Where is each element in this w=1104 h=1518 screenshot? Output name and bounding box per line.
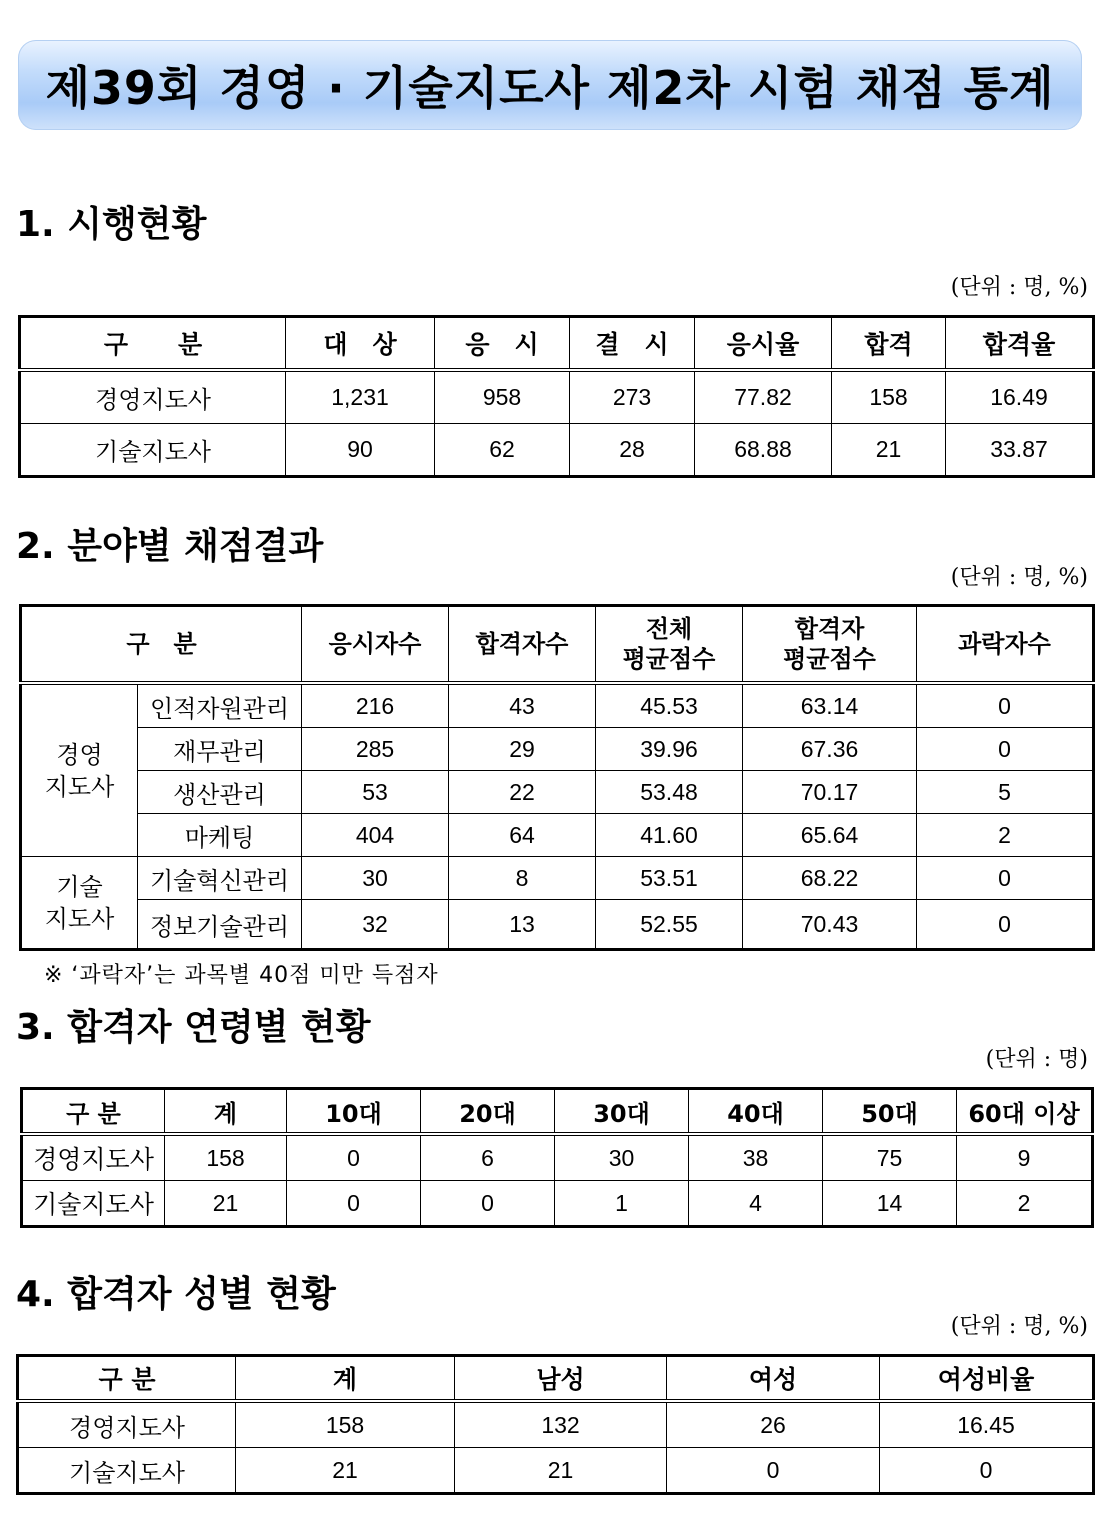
table-row [18, 1448, 1094, 1494]
table-cell: 30 [302, 857, 449, 900]
table-cell: 16.49 [946, 370, 1094, 424]
table-cell: 21 [455, 1448, 667, 1494]
column-header: 계 [236, 1356, 455, 1402]
column-header: 10대 [287, 1089, 421, 1135]
table-row [20, 424, 1094, 477]
table-cell: 2 [957, 1181, 1093, 1227]
table-cell: 0 [287, 1134, 421, 1181]
table-row [22, 1134, 1093, 1181]
table-cell: 1 [555, 1181, 689, 1227]
section1-unit-note: (단위 : 명, %) [950, 275, 1088, 300]
table-cell: 90 [286, 424, 435, 477]
table-cell: 45.53 [596, 683, 743, 728]
table-row [21, 728, 1094, 771]
table-cell: 5 [917, 771, 1094, 814]
gender-status-table [16, 1354, 1095, 1495]
table-cell: 158 [165, 1134, 287, 1181]
table-cell: 21 [832, 424, 946, 477]
table-cell: 16.45 [880, 1401, 1094, 1448]
table-cell: 53.51 [596, 857, 743, 900]
table-cell: 41.60 [596, 814, 743, 857]
age-status-table [20, 1087, 1094, 1228]
section4-heading: 4. 합격자 성별 현황 [16, 1274, 336, 1315]
table-row [21, 771, 1094, 814]
table-cell: 0 [667, 1448, 880, 1494]
table-header-row [21, 606, 1094, 684]
column-header: 과락자수 [917, 606, 1094, 684]
row-label: 경영지도사 [22, 1134, 165, 1181]
column-header: 남성 [455, 1356, 667, 1402]
table-cell: 1,231 [286, 370, 435, 424]
table-cell: 52.55 [596, 900, 743, 950]
column-header: 합격율 [946, 317, 1094, 371]
table-row [21, 683, 1094, 728]
column-header: 60대 이상 [957, 1089, 1093, 1135]
table-row [21, 857, 1094, 900]
table-cell: 0 [917, 683, 1094, 728]
table-row [21, 814, 1094, 857]
table-cell: 53.48 [596, 771, 743, 814]
table-cell: 13 [449, 900, 596, 950]
table-cell: 75 [823, 1134, 957, 1181]
section3-unit-note: (단위 : 명) [985, 1047, 1088, 1072]
title-banner [18, 40, 1082, 130]
row-label: 기술지도사 [22, 1181, 165, 1227]
column-header: 여성비율 [880, 1356, 1094, 1402]
subject-results-table [19, 604, 1095, 951]
section4-unit-note: (단위 : 명, %) [950, 1314, 1088, 1339]
table-cell: 29 [449, 728, 596, 771]
column-header: 응시자수 [302, 606, 449, 684]
table-cell: 273 [570, 370, 695, 424]
table-cell: 404 [302, 814, 449, 857]
group-label: 기술 지도사 [21, 857, 138, 950]
table-cell: 158 [832, 370, 946, 424]
table-cell: 0 [880, 1448, 1094, 1494]
table-cell: 64 [449, 814, 596, 857]
table-cell: 26 [667, 1401, 880, 1448]
table-cell: 77.82 [695, 370, 832, 424]
row-label: 기술지도사 [18, 1448, 236, 1494]
table-cell: 158 [236, 1401, 455, 1448]
column-header: 합격자수 [449, 606, 596, 684]
page-title: 제39회 경영 · 기술지도사 제2차 시험 채점 통계 [45, 61, 1055, 115]
table-cell: 70.17 [743, 771, 917, 814]
column-header: 여성 [667, 1356, 880, 1402]
table-cell: 68.22 [743, 857, 917, 900]
table-cell: 132 [455, 1401, 667, 1448]
table-cell: 38 [689, 1134, 823, 1181]
table-cell: 6 [421, 1134, 555, 1181]
table-cell: 0 [287, 1181, 421, 1227]
table-cell: 68.88 [695, 424, 832, 477]
column-header: 합격자 평균점수 [743, 606, 917, 684]
column-header: 계 [165, 1089, 287, 1135]
subject-label: 기술혁신관리 [138, 857, 302, 900]
subject-label: 정보기술관리 [138, 900, 302, 950]
table-cell: 32 [302, 900, 449, 950]
column-header: 구 분 [20, 317, 286, 371]
row-label: 경영지도사 [18, 1401, 236, 1448]
column-header: 합격 [832, 317, 946, 371]
table-header-row [20, 317, 1094, 371]
table-header-row [22, 1089, 1093, 1135]
table-cell: 33.87 [946, 424, 1094, 477]
table-cell: 22 [449, 771, 596, 814]
table-cell: 30 [555, 1134, 689, 1181]
row-label: 기술지도사 [20, 424, 286, 477]
group-label: 경영 지도사 [21, 683, 138, 857]
table-cell: 0 [421, 1181, 555, 1227]
table-cell: 216 [302, 683, 449, 728]
table-row [18, 1401, 1094, 1448]
table-cell: 28 [570, 424, 695, 477]
subject-label: 인적자원관리 [138, 683, 302, 728]
table-cell: 958 [435, 370, 570, 424]
table-cell: 21 [165, 1181, 287, 1227]
table-cell: 39.96 [596, 728, 743, 771]
table-header-row [18, 1356, 1094, 1402]
table-cell: 2 [917, 814, 1094, 857]
column-header: 구 분 [21, 606, 302, 684]
column-header: 50대 [823, 1089, 957, 1135]
table-cell: 21 [236, 1448, 455, 1494]
section2-unit-note: (단위 : 명, %) [950, 565, 1088, 590]
table-cell: 0 [917, 900, 1094, 950]
table-cell: 8 [449, 857, 596, 900]
subject-label: 마케팅 [138, 814, 302, 857]
table-cell: 70.43 [743, 900, 917, 950]
footnote: ※ ‘과락자’는 과목별 40점 미만 득점자 [44, 963, 439, 988]
table-cell: 4 [689, 1181, 823, 1227]
table-cell: 63.14 [743, 683, 917, 728]
column-header: 40대 [689, 1089, 823, 1135]
table-cell: 0 [917, 857, 1094, 900]
table-row [21, 900, 1094, 950]
table-cell: 0 [917, 728, 1094, 771]
exam-status-table [18, 315, 1095, 478]
subject-label: 재무관리 [138, 728, 302, 771]
table-row [22, 1181, 1093, 1227]
table-cell: 65.64 [743, 814, 917, 857]
section3-heading: 3. 합격자 연령별 현황 [16, 1007, 371, 1048]
section2-heading: 2. 분야별 채점결과 [16, 526, 324, 567]
table-cell: 62 [435, 424, 570, 477]
table-cell: 67.36 [743, 728, 917, 771]
table-cell: 43 [449, 683, 596, 728]
column-header: 전체 평균점수 [596, 606, 743, 684]
table-cell: 53 [302, 771, 449, 814]
column-header: 대 상 [286, 317, 435, 371]
column-header: 응 시 [435, 317, 570, 371]
column-header: 구 분 [22, 1089, 165, 1135]
table-cell: 9 [957, 1134, 1093, 1181]
table-cell: 14 [823, 1181, 957, 1227]
table-row [20, 370, 1094, 424]
table-cell: 285 [302, 728, 449, 771]
column-header: 30대 [555, 1089, 689, 1135]
column-header: 결 시 [570, 317, 695, 371]
column-header: 응시율 [695, 317, 832, 371]
column-header: 20대 [421, 1089, 555, 1135]
row-label: 경영지도사 [20, 370, 286, 424]
section1-heading: 1. 시행현황 [16, 204, 207, 245]
column-header: 구 분 [18, 1356, 236, 1402]
subject-label: 생산관리 [138, 771, 302, 814]
